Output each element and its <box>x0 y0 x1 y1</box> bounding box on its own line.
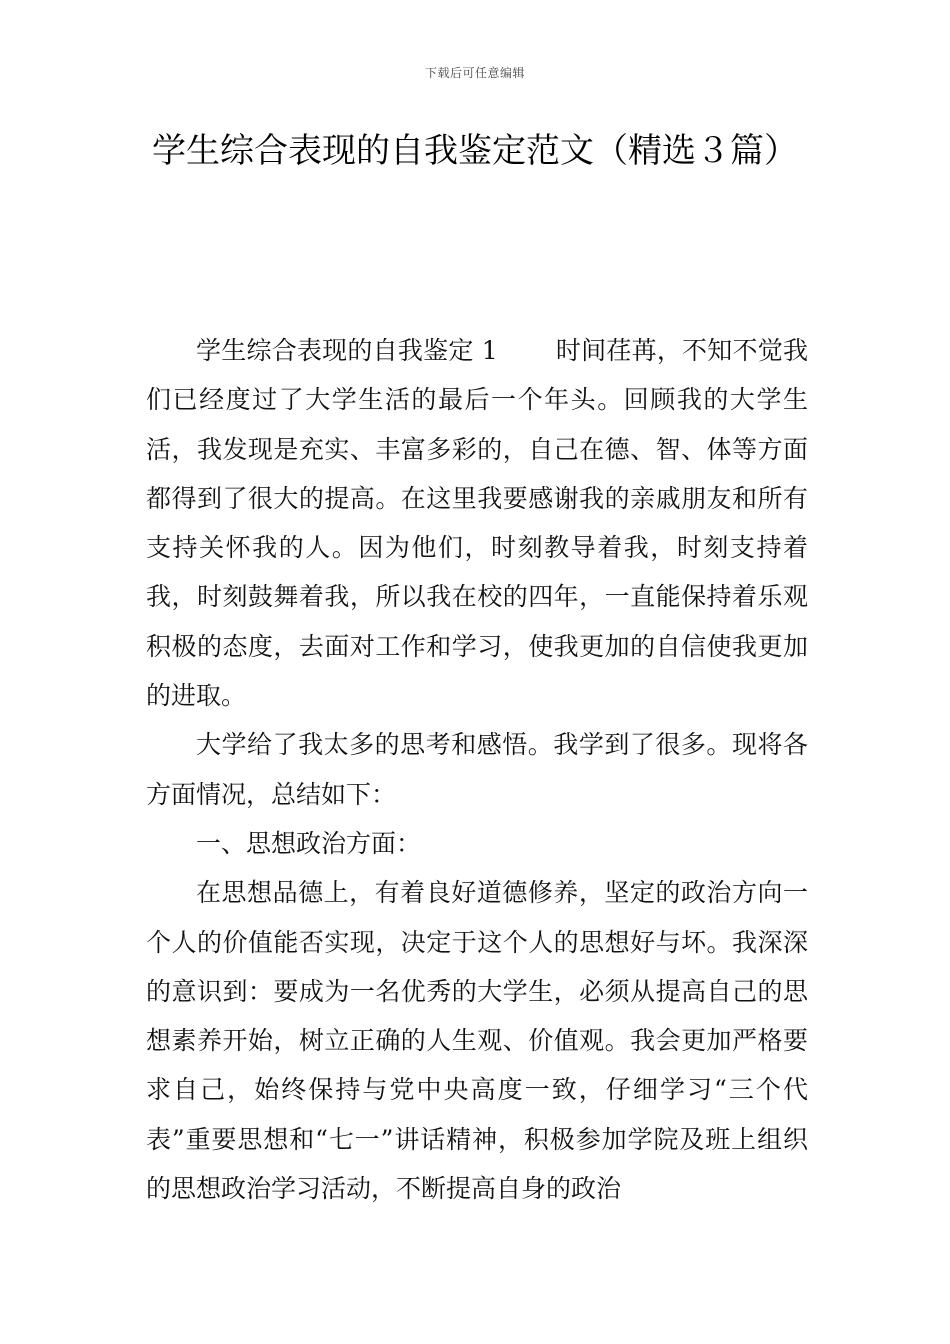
document-title: 学生综合表现的自我鉴定范文（精选３篇） <box>152 131 798 171</box>
paragraph-1 <box>146 326 808 720</box>
section-heading-1: 学生综合表现的自我鉴定 1 <box>196 336 498 365</box>
paragraph-3: 在思想品德上，有着良好道德修养，坚定的政治方向一个人的价值能否实现，决定于这个人的思想好与坏。我深深的意识到：要成为一名优秀的大学生，必须从提高自己的思想素养开始，树立正确的人生观、价值观。我会更加严格要求自己，始终保持与党中央高度一致，仔细学习“三个代表”重要思想和“七一”讲话精神，积极参加学院及班上组织的思想政治学习活动，不断提高自身的政治 <box>146 878 808 1204</box>
section-heading-politics: 一、思想政治方面： <box>196 828 422 858</box>
paragraph-1-text: 时间荏苒，不知不觉我们已经度过了大学生活的最后一个年头。回顾我的大学生活，我发现是充实、丰富多彩的，自己在德、智、体等方面都得到了很大的提高。在这里我要感谢我的亲戚朋友和所有支持关怀我的人。因为他们，时刻教导着我，时刻支持着我，时刻鼓舞着我，所以我在校的四年，一直能保持着乐观积极的态度，去面对工作和学习，使我更加的自信使我更加的进取。 <box>146 336 808 711</box>
header-note: 下载后可任意编辑 <box>424 66 525 80</box>
paragraph-2: 大学给了我太多的思考和感悟。我学到了很多。现将各方面情况，总结如下： <box>146 730 808 809</box>
document-body <box>146 326 808 1213</box>
